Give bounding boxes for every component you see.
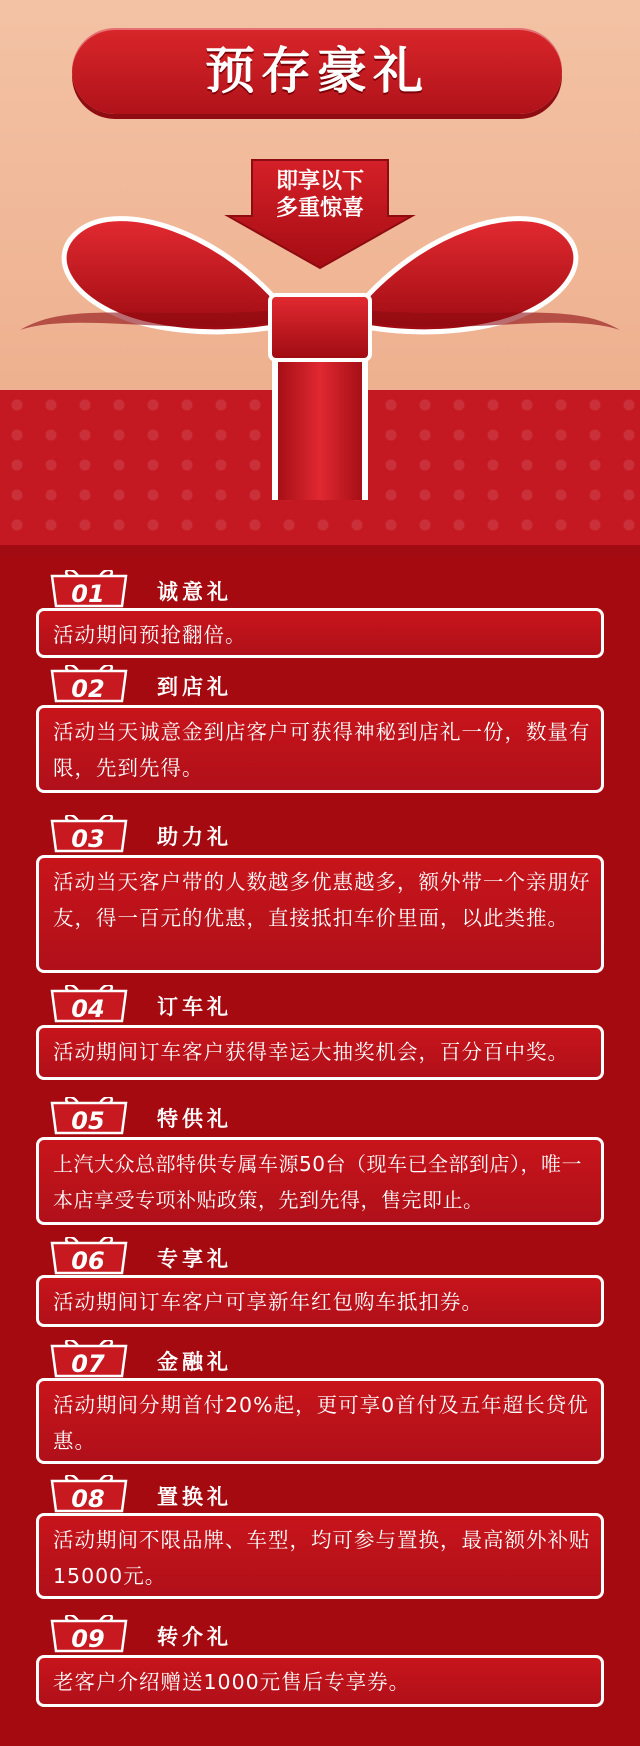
item-label: 助力礼 (157, 825, 232, 849)
item-label: 转介礼 (157, 1625, 232, 1649)
item-label: 金融礼 (157, 1350, 232, 1374)
item-number: 03 (71, 825, 105, 853)
item-label: 到店礼 (157, 675, 232, 699)
item-description: 上汽大众总部特供专属车源50台（现车已全部到店），唯一本店享受专项补贴政策，先到先得，售完即止。 (36, 1137, 604, 1225)
item-label: 诚意礼 (157, 580, 232, 604)
item-description: 老客户介绍赠送1000元售后专享券。 (36, 1655, 604, 1707)
item-number: 09 (71, 1625, 105, 1653)
page-title: 预存豪礼 (205, 42, 429, 100)
item-label: 专享礼 (157, 1247, 232, 1271)
item-number: 05 (71, 1107, 105, 1135)
item-description: 活动期间预抢翻倍。 (36, 608, 604, 658)
item-description: 活动期间分期首付20%起，更可享0首付及五年超长贷优惠。 (36, 1378, 604, 1464)
item-description: 活动期间不限品牌、车型，均可参与置换，最高额外补贴15000元。 (36, 1513, 604, 1599)
item-description: 活动当天客户带的人数越多优惠越多，额外带一个亲朋好友，得一百元的优惠，直接抵扣车价里面，以此类推。 (36, 855, 604, 973)
item-description: 活动当天诚意金到店客户可获得神秘到店礼一份，数量有限，先到先得。 (36, 705, 604, 793)
subtitle-line-2: 多重惊喜 (275, 196, 364, 221)
item-description: 活动期间订车客户可享新年红包购车抵扣券。 (36, 1275, 604, 1327)
item-label: 订车礼 (157, 995, 232, 1019)
item-label: 置换礼 (157, 1485, 232, 1509)
item-number: 06 (71, 1247, 105, 1275)
item-number: 04 (71, 995, 105, 1023)
item-description: 活动期间订车客户获得幸运大抽奖机会，百分百中奖。 (36, 1025, 604, 1080)
item-number: 02 (71, 675, 105, 703)
item-number: 07 (71, 1350, 105, 1378)
subtitle-line-1: 即享以下 (275, 169, 364, 194)
item-number: 01 (71, 580, 105, 608)
item-label: 特供礼 (157, 1107, 232, 1131)
item-number: 08 (71, 1485, 105, 1513)
